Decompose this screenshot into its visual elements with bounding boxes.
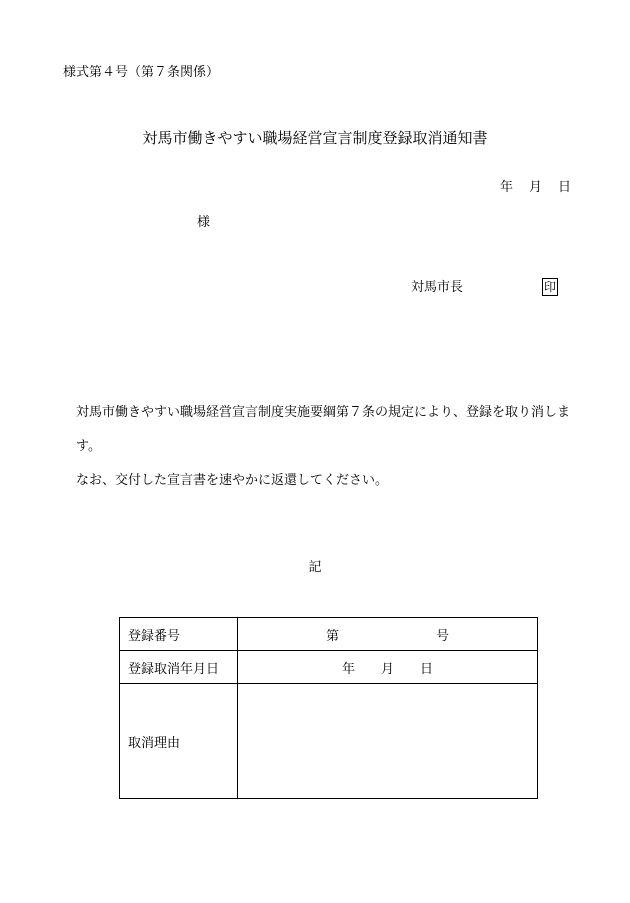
- table-row-cancel-reason: [120, 684, 538, 799]
- cancel-date-label: 登録取消年月日: [120, 651, 238, 684]
- body-paragraph-1: 対馬市働きやすい職場経営宣言制度実施要綱第７条の規定により、登録を取り消します。: [76, 405, 571, 454]
- cancel-reason-value: [238, 684, 538, 799]
- table-row-registration-number: [120, 618, 538, 651]
- body-paragraph-2: なお、交付した宣言書を速やかに返還してください。: [76, 473, 389, 488]
- note-heading: 記: [308, 560, 322, 575]
- date-year-label: 年: [500, 180, 514, 195]
- cancel-date-month: 月: [380, 661, 394, 677]
- registration-number-value: [238, 618, 538, 651]
- form-number-label: 様式第４号（第７条関係）: [63, 65, 220, 80]
- cancel-reason-label: 取消理由: [120, 684, 238, 799]
- seal-mark: 印: [543, 280, 556, 294]
- registration-number-suffix: 号: [436, 628, 450, 644]
- body-text: [63, 396, 583, 498]
- document-title: 対馬市働きやすい職場経営宣言制度登録取消通知書: [142, 129, 488, 147]
- recipient-honorific: 様: [197, 215, 211, 230]
- issuer-title: 対馬市長: [411, 280, 464, 295]
- issue-date: [500, 181, 571, 194]
- record-table: [119, 617, 538, 799]
- date-day-label: 日: [558, 180, 572, 195]
- cancel-date-value: [238, 651, 538, 684]
- cancel-date-year: 年: [341, 661, 355, 677]
- cancel-date-day: 日: [420, 661, 434, 677]
- date-month-label: 月: [529, 180, 543, 195]
- registration-number-label: 登録番号: [120, 618, 238, 651]
- table-row-cancel-date: [120, 651, 538, 684]
- registration-number-prefix: 第: [325, 628, 339, 644]
